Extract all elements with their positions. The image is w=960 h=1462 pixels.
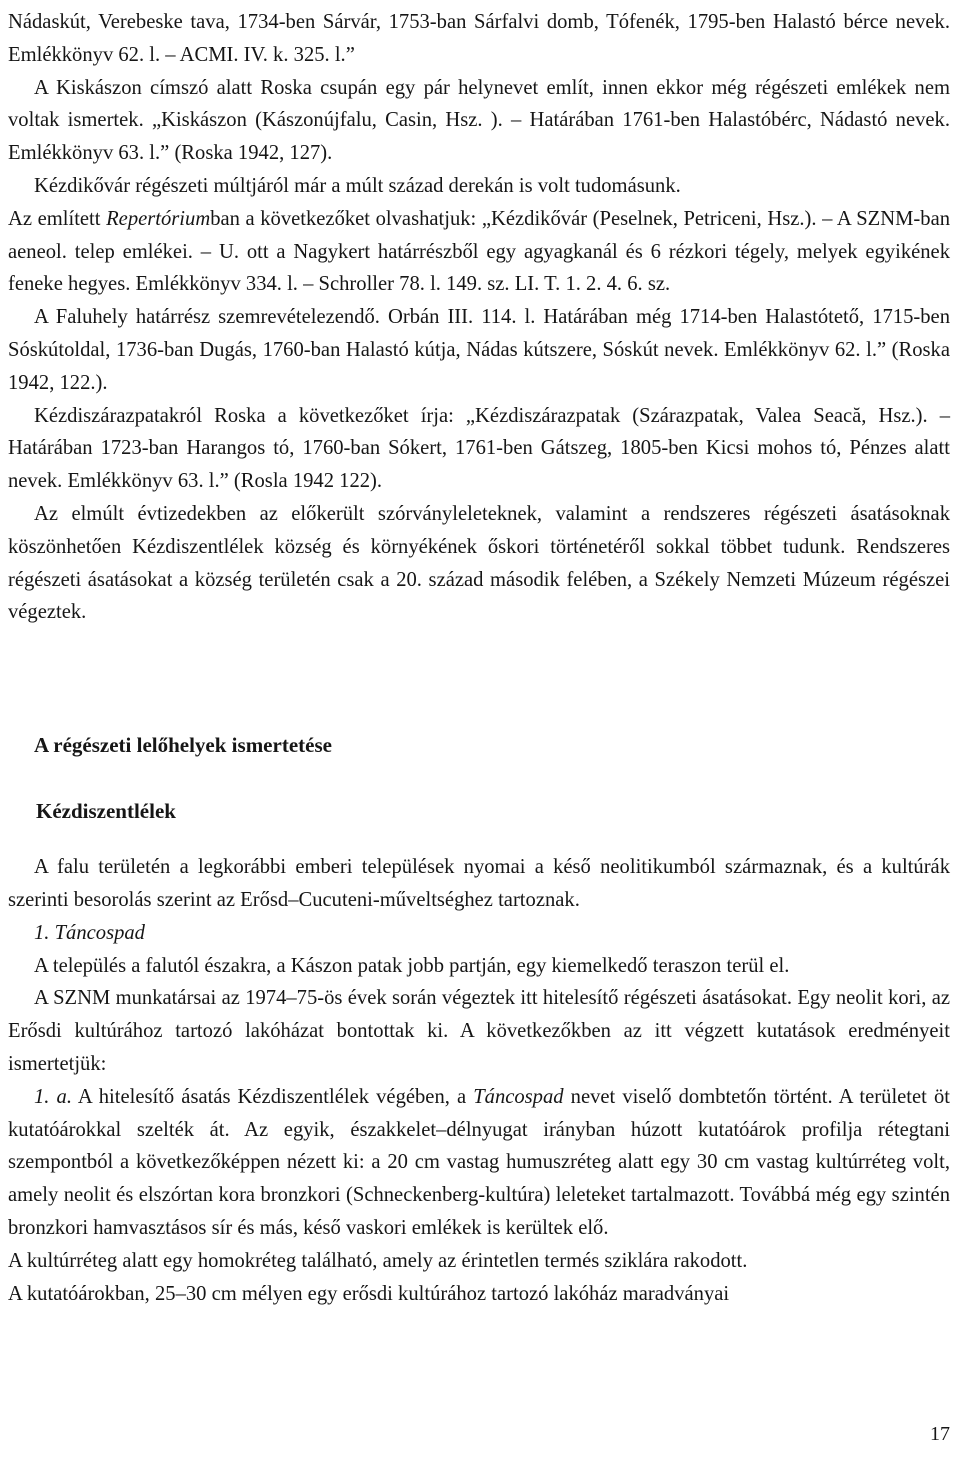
paragraph-kezdiszarazpatak: Kézdiszárazpatakról Roska a következőket írja: „Kézdiszárazpatak (Szárazpatak, Valea Seacă, Hsz.). – Határában 1723-ban Harangos tó, 1760-ban Sókert, 1761-ben Gátszeg, 1805-ben Kicsi mohos tó, Pénzes alatt nevek. Emlékkönyv 63. l.” (Rosla 1942 122).: [8, 404, 950, 493]
repertorium-text-after: ban a következőket olvashatjuk: „: [210, 207, 492, 230]
paragraph-homokreteg: A kultúrréteg alatt egy homokréteg található, amely az érintetlen termés sziklára rakodott.: [8, 1249, 748, 1272]
site-title: [8, 917, 950, 950]
paragraph-falu-teruleten: A falu területén a legkorábbi emberi települések nyomai a késő neolitikumból származnak, és a kultúrák szerinti besorolás szerint az Erősd–Cucuteni-műveltséghez tartoznak.: [8, 856, 950, 911]
place-heading: Kézdiszentlélek: [36, 799, 176, 824]
paragraph-faluhely: A Faluhely határrész szemrevételezendő. Orbán III. 114. l. Határában még 1714-ben Halastótető, 1715-ben Sóskútoldal, 1736-ban Dugás, 1760-ban Halastó kútja, Nádas kútszere, Sóskút nevek. Emlékkönyv 62. l.” (Roska 1942, 122.).: [8, 306, 950, 394]
paragraph-sznm: A SZNM munkatársai az 1974–75-ös évek során végeztek itt hitelesítő régészeti ásatásokat. Egy neolit kori, az Erősdi kultúrához tartozó lakóházat bontottak ki. A következőkben az itt végzett kutatások eredményeit ismertetjük:: [8, 987, 950, 1075]
paragraph-1a-text1: A hitelesítő ásatás Kézdiszentlélek végében, a: [71, 1085, 474, 1108]
page-number: 17: [930, 1423, 950, 1445]
paragraph-nadaskut: Nádaskút, Verebeske tava, 1734-ben Sárvár, 1753-ban Sárfalvi domb, Tófenék, 1795-ben Halastó bérce nevek. Emlékkönyv 62. l. – ACMI. IV. k. 325. l.”: [8, 11, 950, 66]
paragraph-repertorium: [8, 203, 950, 301]
paragraph-kezdikovar-intro: Kézdikővár régészeti múltjáról már a múlt század derekán is volt tudomásunk.: [34, 174, 681, 197]
repertorium-quote: Kézdikővár (Peselnek, Petriceni, Hsz.). – A SZNM-ban aeneol. telep emlékei. – U. ott a Nagykert határrészből egy agyagkanál és 6 rézkori tégely, melyek egyikének feneke hegyes. Emlékkönyv 334. l. – Schroller 78. l. 149. sz. LI. T. 1. 2. 4. 6. sz.: [8, 207, 951, 296]
section-heading: A régészeti lelőhelyek ismertetése: [34, 733, 332, 758]
repertorium-italic: Repertórium: [106, 207, 211, 230]
paragraph-1a-text2: nevet viselő dombtetőn történt. A területet öt kutatóárokkal szelték át. Az egyik, északkelet–délnyugat irányban húzott kutatóárok profilja rétegtani szempontból a következőképpen nézett ki: a 20 cm vastag humuszréteg alatt egy 30 cm vastag kultúrréteg volt, amely neolit és elszórtan kora bronzkori (Schneckenberg-kultúra) leleteket tartalmazott. Továbbá még egy szintén bronzkori hamvasztásos sír és más, késő vaskori emlékek is kerültek elő.: [8, 1085, 950, 1239]
paragraph-elmult-evtizedek: Az elmúlt évtizedekben az előkerült szórványleleteknek, valamint a rendszeres régészeti ásatásoknak köszönhetően Kézdiszentlélek község és környékének őskori történetéről sokkal többet tudunk. Rendszeres régészeti ásatásokat a község területén csak a 20. század második felében, a Székely Nemzeti Múzeum régészei végeztek.: [8, 502, 950, 624]
paragraph-1a-label: 1. a.: [34, 1085, 72, 1108]
paragraph-kutatoarok: A kutatóárokban, 25–30 cm mélyen egy erősdi kultúrához tartozó lakóház maradványai: [8, 1282, 730, 1305]
paragraph-kiskaszon: A Kiskászon címszó alatt Roska csupán egy pár helynevet említ, innen ekkor még régészeti emlékek nem voltak ismertek. „Kiskászon (Kászonújfalu, Casin, Hsz. ). – Határában 1761-ben Halastóbérc, Nádastó nevek. Emlékkönyv 63. l.” (Roska 1942, 127).: [8, 76, 950, 165]
paragraph-1a-italic: Táncospad: [473, 1085, 564, 1108]
repertorium-text-before: Az említett: [8, 207, 107, 230]
paragraph-telepules: A település a falutól északra, a Kászon patak jobb partján, egy kiemelkedő teraszon terül el.: [34, 954, 790, 977]
paragraph-1a: [8, 1081, 950, 1245]
site-title-text: 1. Táncospad: [34, 921, 145, 944]
